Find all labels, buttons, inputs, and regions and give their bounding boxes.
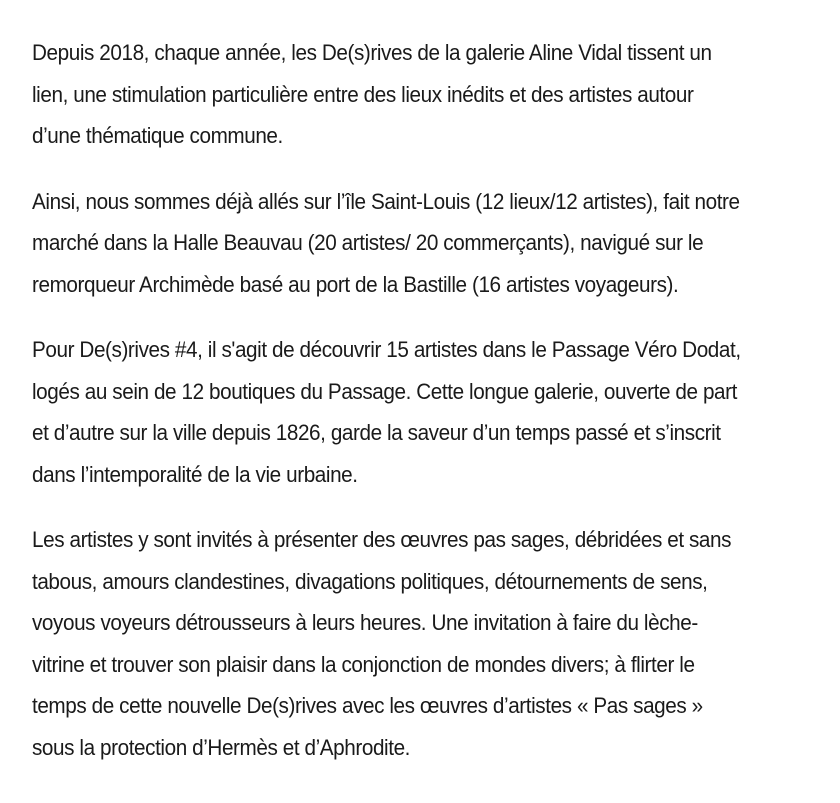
text-line: sous la protection d’Hermès et d’Aphrodite. — [32, 734, 411, 760]
text-line: et d’autre sur la ville depuis 1826, garde la saveur d’un temps passé et s’inscrit — [32, 420, 721, 445]
paragraph-intro — [32, 32, 840, 157]
text-line: Les artistes y sont invités à présenter des œuvres pas sages, débridées et sans — [32, 527, 732, 552]
text-line: remorqueur Archimède basé au port de la Bastille (16 artistes voyageurs). — [32, 271, 679, 297]
text-line: voyous voyeurs détrousseurs à leurs heures. Une invitation à faire du lèche- — [32, 610, 698, 635]
paragraph-edition-4 — [32, 329, 840, 495]
text-line: lien, une stimulation particulière entre des lieux inédits et des artistes autour — [32, 81, 694, 107]
text-line: vitrine et trouver son plaisir dans la conjonction de mondes divers; à flirter le — [32, 651, 695, 677]
text-line: Ainsi, nous sommes déjà allés sur l’île Saint-Louis (12 lieux/12 artistes), fait notre — [32, 188, 740, 214]
text-line: logés au sein de 12 boutiques du Passage. Cette longue galerie, ouverte de part — [32, 378, 737, 404]
text-line: tabous, amours clandestines, divagations politiques, détournements de sens, — [32, 568, 708, 594]
paragraph-artists — [32, 519, 840, 768]
text-line: Pour De(s)rives #4, il s'agit de découvrir 15 artistes dans le Passage Véro Dodat, — [32, 337, 741, 362]
text-line: dans l’intemporalité de la vie urbaine. — [32, 461, 358, 487]
text-line: Depuis 2018, chaque année, les De(s)rives de la galerie Aline Vidal tissent un — [32, 40, 712, 65]
article-body — [32, 32, 840, 792]
paragraph-previous-editions — [32, 181, 840, 306]
text-line: marché dans la Halle Beauvau (20 artistes/ 20 commerçants), navigué sur le — [32, 230, 704, 255]
text-line: temps de cette nouvelle De(s)rives avec les œuvres d’artistes « Pas sages » — [32, 693, 703, 718]
text-line: d’une thématique commune. — [32, 123, 283, 148]
